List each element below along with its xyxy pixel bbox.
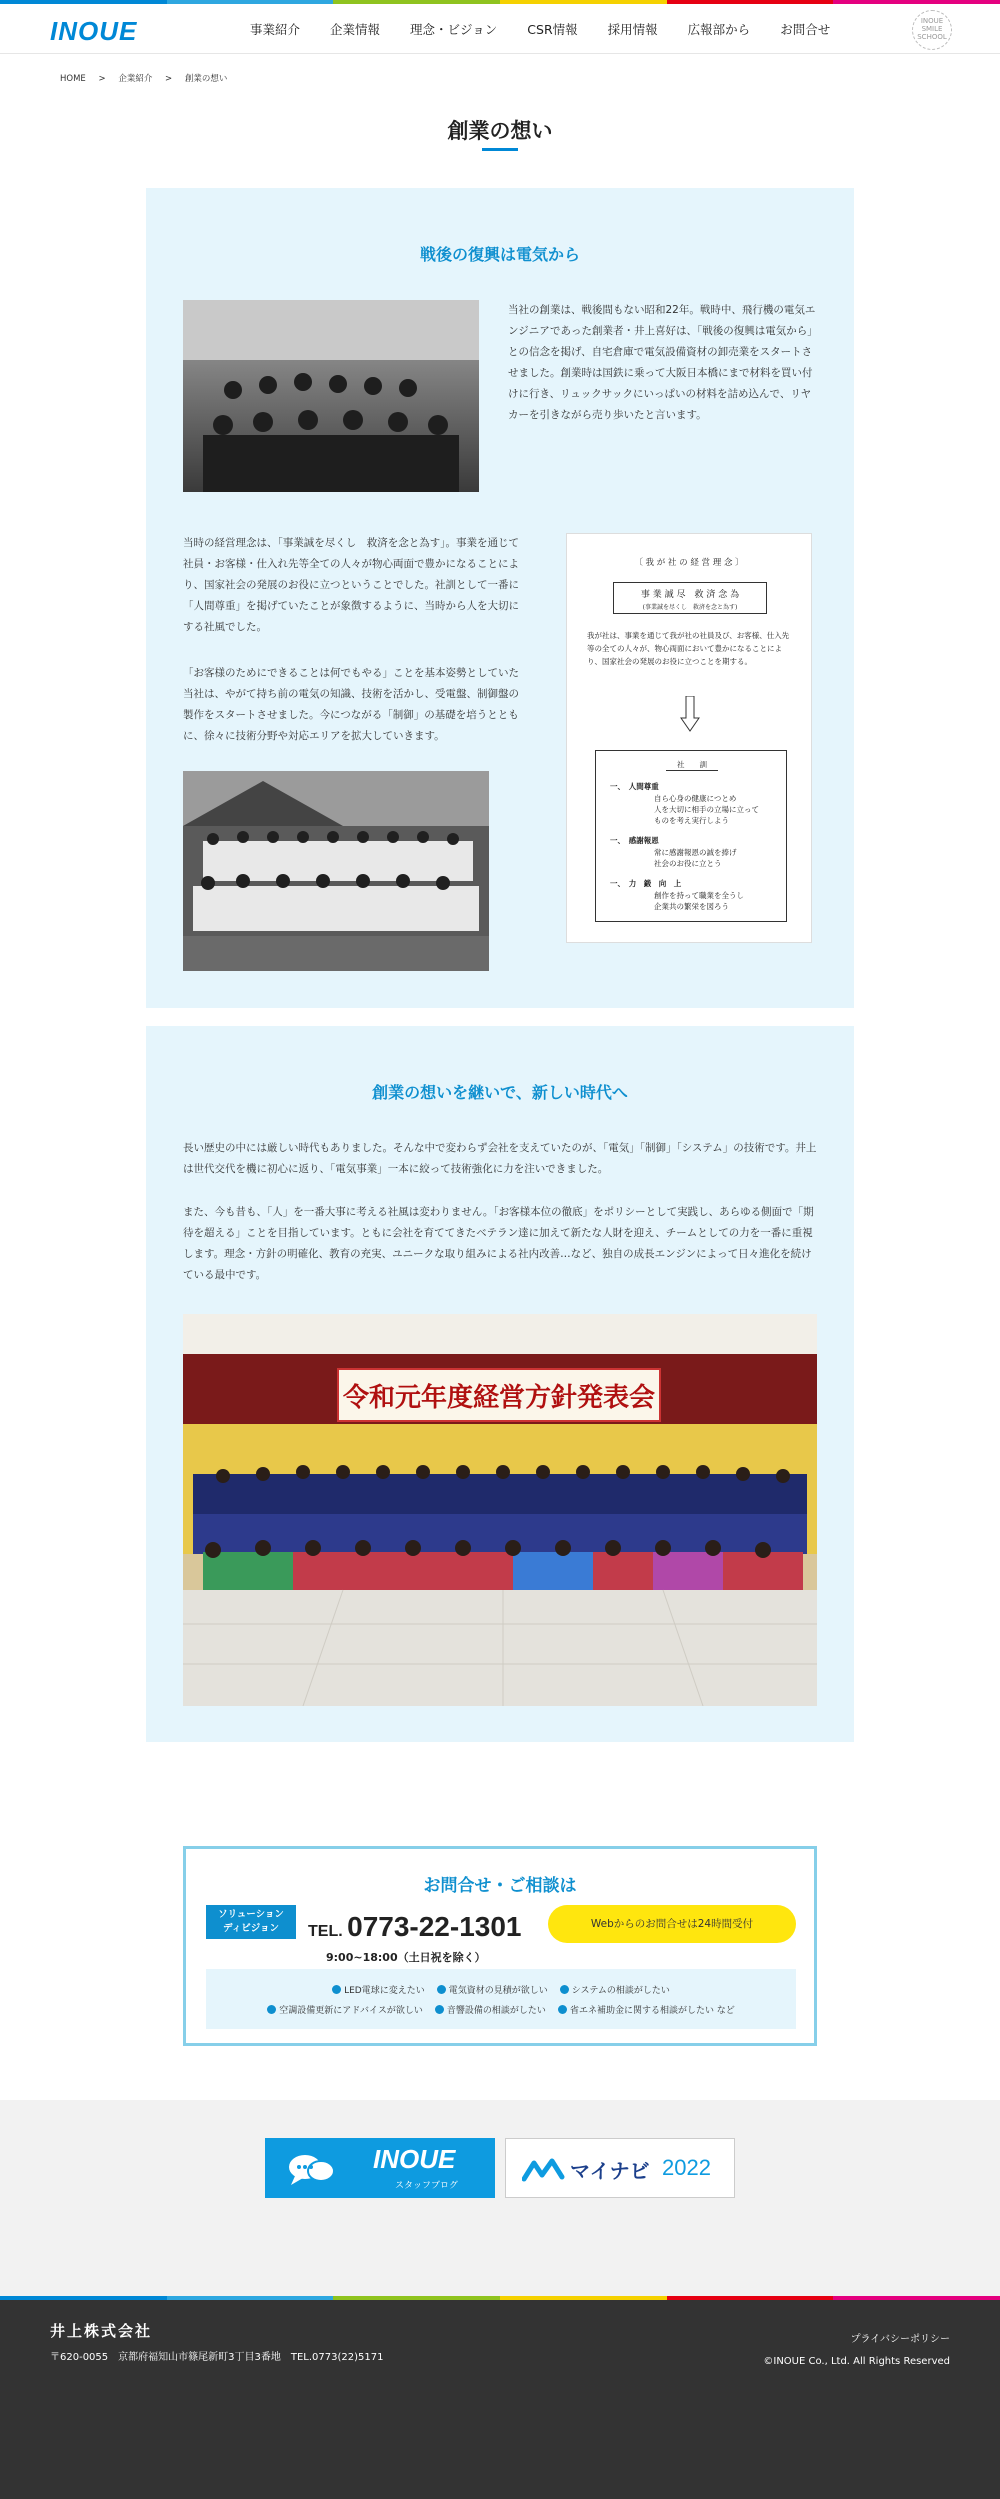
breadcrumb-home[interactable]: HOME [60,74,86,84]
breadcrumb [60,72,237,84]
bullet-icon [332,1985,341,1994]
section-heading: 戦後の復興は電気から [419,245,580,264]
doc-k1-line: ものを考え実行しよう [654,816,729,825]
doc-motto-sub: (事業誠を尽くし 救済を念と為す) [642,604,738,611]
business-hours: 9:00~18:00（土日祝を除く） [326,1951,486,1964]
site-footer [0,2300,1000,2499]
chat-bubble-icon [287,2152,337,2186]
topic-item [267,2003,423,2016]
mynavi-banner[interactable] [505,2138,735,2198]
topic-item [558,2003,735,2016]
contact-heading: お問合せ・ご相談は [423,1876,577,1896]
blog-subtitle: スタッフブログ [395,2181,459,2191]
staff-group-photo [183,771,489,971]
topic-item [435,2003,546,2016]
topic-label: 電気資材の見積が欲しい [448,1986,548,1996]
blog-title: INOUE [373,2144,456,2174]
mynavi-year: 2022 [662,2155,711,2180]
doc-arrow-icon [680,696,700,732]
doc-k3-line: 企業共の繁栄を図ろう [654,902,729,911]
smile-school-badge[interactable]: INOUE SMILE SCHOOL [912,10,952,50]
footer-address: 〒620-0055 京都府福知山市篠尾新町3丁目3番地 TEL.0773(22)5171 [50,2352,384,2363]
topic-item [332,1983,425,1996]
doc-motto-box [613,582,767,614]
consult-topics [206,1969,796,2029]
doc-k1-line: 人を大切に相手の立場に立って [654,805,759,814]
tel-prefix: TEL. [308,1923,343,1940]
doc-kunkun-title: 社 訓 [666,759,718,771]
nav-contact[interactable]: お問合せ [780,22,831,37]
division-badge [206,1905,296,1939]
contact-box [183,1846,817,2046]
control-history-text: 「お客様のためにできることは何でもやる」ことを基本姿勢としていた当社は、やがて持ち前の電気の知識、技術を活かし、受電盤、制御盤の製作をスタートさせました。今につながる「制御」の基礎を培うとともに、徐々に技術分野や対応エリアを拡大していきます。 [183,667,519,742]
doc-motto: 事 業 誠 尽 救 済 念 為 [640,590,740,600]
doc-kunkun-box [595,750,787,922]
topic-label: LED電球に変えたい [344,1986,425,1996]
division-line: ソリューション [218,1909,284,1920]
bullet-icon [560,1985,569,1994]
doc-k3-line: 創作を持って職業を全うし [654,891,744,900]
banner-area [0,2100,1000,2296]
breadcrumb-sep: > [98,74,106,84]
tel-number: 0773-22-1301 [347,1911,522,1942]
doc-k1-line: 自ら心身の健康につとめ [654,794,737,803]
topic-item [437,1983,548,1996]
section-heading: 創業の想いを継いで、新しい時代へ [372,1083,628,1102]
nav-company[interactable]: 企業情報 [330,22,381,37]
mynavi-logo-icon [522,2157,566,2183]
site-logo[interactable]: INOUE [50,16,138,46]
bullet-icon [558,2005,567,2014]
doc-k3-title: 一、 力 鍛 向 上 [610,879,682,888]
copyright: ©INOUE Co., Ltd. All Rights Reserved [763,2356,950,2367]
nav-pr[interactable]: 広報部から [687,22,751,37]
doc-body-text: 我が社は、事業を通じて我が社の社員及び、お客様、仕入先等の全ての人々が、物心両面において豊かになることにより、国家社会の発展のお役に立つことを期する。 [587,631,790,666]
culture-text: また、今も昔も、「人」を一番大事に考える社風は変わりません。「お客様本位の徹底」をポリシーとして実践し、あらゆる側面で「期待を超える」ことを目指しています。ともに会社を育ててきたベテラン達に加えて新たな人財を迎え、チームとしての力を一番に重視します。理念・方針の明確化、教育の充実、ユニークな取り組みによる社内改善…など、独自の成長エンジンによって日々進化を続けている最中です。 [183,1206,814,1281]
global-nav [250,4,860,54]
nav-recruit[interactable]: 採用情報 [607,22,658,37]
nav-business[interactable]: 事業紹介 [250,22,301,37]
founding-story-text: 当社の創業は、戦後間もない昭和22年。戦時中、飛行機の電気エンジニアであった創業者・井上喜好は、「戦後の復興は電気から」との信念を掲げ、自宅倉庫で電気設備資材の卸売業をスタートさせました。創業時は国鉄に乗って大阪日本橋にまで材料を買い付けに行き、リュックサックにいっぱいの材料を詰め込んで、リヤカーを引きながら売り歩いたと言います。 [508,304,818,421]
meeting-banner-text: 令和元年度経営方針発表会 [342,1383,656,1413]
site-header [0,4,1000,54]
doc-k2-line: 社会のお役に立とう [654,859,722,868]
section-founding [146,188,854,1008]
division-line: ディビジョン [222,1923,280,1934]
policy-meeting-photo [183,1314,817,1706]
management-philosophy-document [566,533,812,943]
nav-vision[interactable]: 理念・ビジョン [410,22,498,37]
doc-k2-title: 一、 感謝報恩 [610,836,659,845]
topic-label: 空調設備更新にアドバイスが欲しい [279,2006,423,2016]
breadcrumb-current: 創業の想い [184,74,228,84]
topic-label: 音響設備の相談がしたい [446,2006,546,2016]
topic-label: システムの相談がしたい [571,1986,670,1996]
philosophy-text: 当時の経営理念は、「事業誠を尽くし 救済を念と為す」。事業を通じて社員・お客様・仕入れ先等全ての人々が物心両面で豊かになることにより、国家社会の発展のお役に立つということでした。社訓として一番に「人間尊重」を掲げていたことが象徴するように、当時から人を大切にする社風でした。 [183,537,519,633]
web-contact-button[interactable]: Webからのお問合せは24時間受付 [548,1905,796,1943]
privacy-policy-link[interactable]: プライバシーポリシー [850,2334,950,2345]
breadcrumb-sep: > [165,74,173,84]
title-underline [482,148,518,151]
nav-csr[interactable]: CSR情報 [527,22,578,37]
founder-group-photo [183,300,479,492]
topic-label: 省エネ補助金に関する相談がしたい など [569,2006,735,2016]
history-text: 長い歴史の中には厳しい時代もありました。そんな中で変わらず会社を支えていたのが、「電気」「制御」「システム」の技術です。井上は世代交代を機に初心に返り、「電気事業」一本に絞って技術強化に力を注いできました。 [183,1142,817,1175]
mynavi-title: マイナビ [570,2159,650,2183]
bullet-icon [437,1985,446,1994]
bullet-icon [267,2005,276,2014]
staff-blog-banner[interactable] [265,2138,495,2198]
page-title: 創業の想い [447,119,553,143]
doc-k1-title: 一、 人間尊重 [610,782,659,791]
doc-k2-line: 常に感謝報恩の誠を捧げ [654,848,737,857]
bullet-icon [435,2005,444,2014]
section-new-era [146,1026,854,1742]
breadcrumb-company[interactable]: 企業紹介 [118,74,153,84]
phone-number[interactable] [308,1911,522,1943]
topic-item [560,1983,670,1996]
doc-header: 〔 我 が 社 の 経 営 理 念 〕 [634,558,744,568]
footer-company-name: 井上株式会社 [50,2322,153,2340]
